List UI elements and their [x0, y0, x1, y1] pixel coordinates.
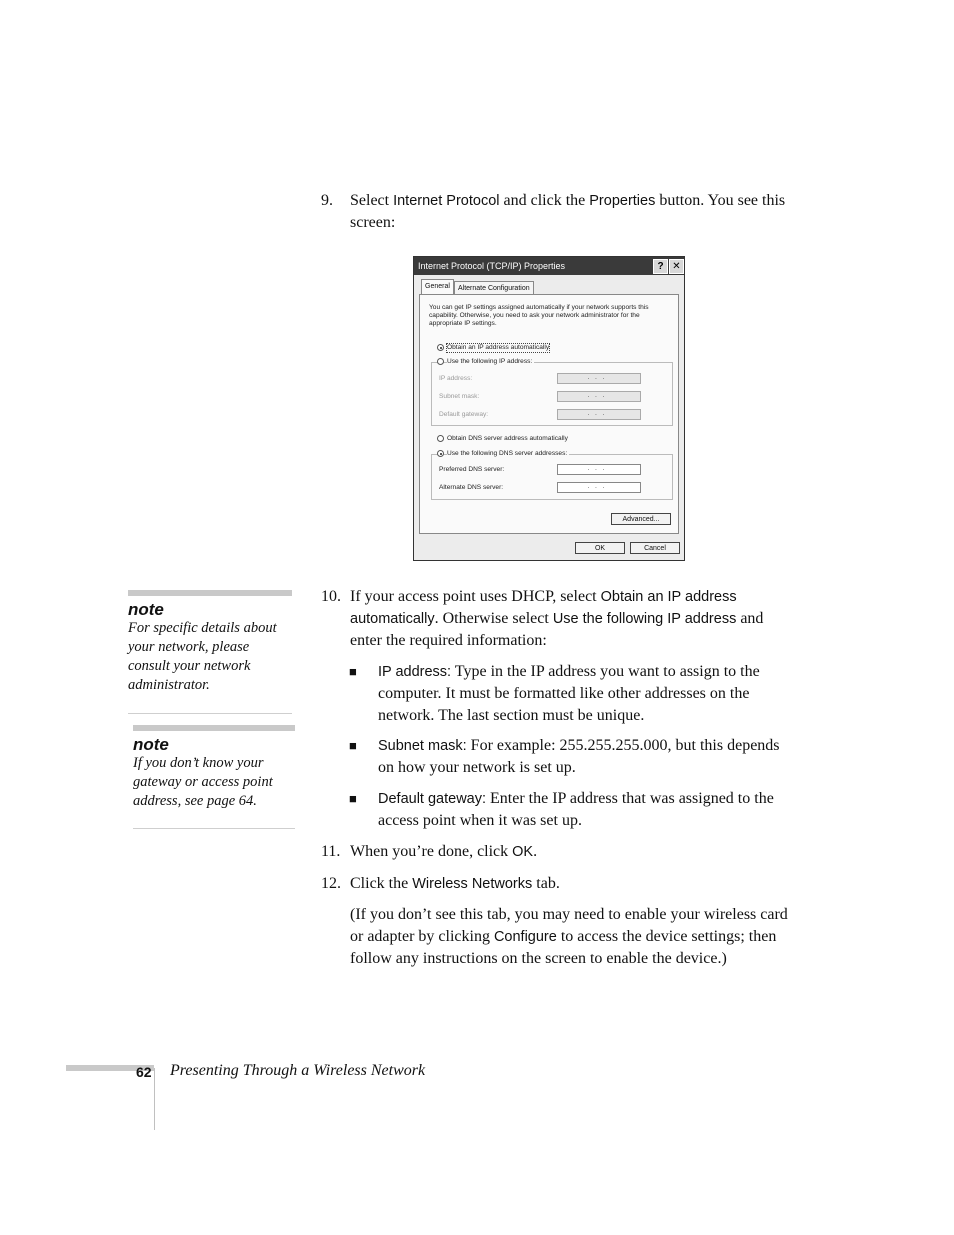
note-text: If you don’t know your gateway or access point address, see page 64.: [133, 755, 273, 809]
close-icon[interactable]: ✕: [669, 259, 684, 274]
text: If your access point uses DHCP, select: [350, 588, 601, 605]
bullet-text: [378, 661, 789, 727]
text: Enter the IP address that was assigned to the access point when it was set up.: [378, 790, 774, 829]
note-text: For specific details about your network, please consult your network administrator.: [128, 620, 277, 693]
note-bar: [133, 725, 295, 731]
keyword: Properties: [589, 193, 656, 209]
keyword: IP address:: [378, 664, 452, 680]
preferred-dns-field[interactable]: ...: [557, 464, 641, 475]
text: tab.: [532, 875, 560, 892]
text: button. You see this screen:: [350, 192, 786, 231]
keyword: Use the following IP address: [552, 611, 737, 627]
note-bar: [128, 590, 292, 596]
cancel-button[interactable]: Cancel: [630, 542, 680, 554]
use-ip-label: Use the following IP address:: [447, 358, 533, 365]
text: Select: [350, 192, 394, 209]
step-number: 9.: [321, 192, 333, 209]
default-gateway-label: Default gateway:: [439, 411, 489, 418]
intro-text: You can get IP settings assigned automatically if your network supports this capability. Otherwise, you need to ask your network administrator for the appropriate IP settings.: [429, 304, 649, 327]
step-number: 11.: [321, 843, 341, 860]
use-ip-radio[interactable]: [437, 358, 444, 365]
ok-button[interactable]: OK: [575, 542, 625, 554]
keyword: Configure: [493, 929, 557, 945]
subnet-mask-field[interactable]: ...: [557, 391, 641, 402]
dns-group: [431, 454, 673, 500]
note-rule: [128, 713, 292, 714]
bullet-icon: ■: [349, 738, 357, 753]
bullet-icon: ■: [349, 664, 357, 679]
default-gateway-field[interactable]: ...: [557, 409, 641, 420]
general-panel: [419, 294, 679, 534]
text: and enter the required information:: [350, 610, 764, 649]
text: .: [533, 843, 538, 860]
footer-divider: [154, 1068, 155, 1130]
dialog-title: Internet Protocol (TCP/IP) Properties: [418, 261, 566, 271]
note-1: [128, 590, 292, 714]
note-rule: [133, 828, 295, 829]
text: and click the: [499, 192, 590, 209]
tab-alternate-configuration[interactable]: Alternate Configuration: [454, 281, 534, 295]
step-text: [350, 190, 791, 234]
keyword: OK: [512, 844, 534, 860]
keyword: Default gateway:: [378, 791, 487, 807]
step-number: 12.: [321, 875, 341, 892]
text: For example: 255.255.255.000, but this depends on how your network is set up.: [378, 737, 780, 776]
text: . Otherwise select: [434, 610, 553, 627]
ip-address-field[interactable]: ...: [557, 373, 641, 384]
bullet-text: [378, 788, 789, 832]
tcpip-properties-dialog: [413, 256, 685, 561]
obtain-ip-radio[interactable]: [437, 344, 444, 351]
use-dns-label: Use the following DNS server addresses:: [447, 450, 568, 457]
step-text: [350, 873, 791, 895]
bullet-icon: ■: [349, 791, 357, 806]
dialog-title-bar: [414, 257, 684, 275]
step-number: 10.: [321, 588, 341, 605]
obtain-dns-label: Obtain DNS server address automatically: [447, 435, 568, 442]
text: to access the device settings; then follow any instructions on the screen to enable the device.): [350, 928, 777, 967]
advanced-button[interactable]: Advanced...: [611, 513, 671, 525]
keyword: Internet Protocol: [393, 193, 500, 209]
subnet-mask-label: Subnet mask:: [439, 393, 480, 400]
text: (If you don’t see this tab, you may need to enable your wireless card or adapter by clicking: [350, 906, 788, 945]
step-text: [350, 586, 791, 652]
step-text: [350, 841, 791, 863]
ip-address-label: IP address:: [439, 375, 473, 382]
alternate-dns-label: Alternate DNS server:: [439, 484, 504, 491]
text: When you’re done, click: [350, 843, 513, 860]
note-2: [133, 725, 295, 829]
obtain-ip-label: Obtain an IP address automatically: [447, 344, 550, 351]
keyword: Wireless Networks: [412, 876, 533, 892]
note-title: note: [133, 735, 169, 754]
footer-title: Presenting Through a Wireless Network: [170, 1062, 426, 1079]
keyword: Subnet mask:: [378, 738, 467, 754]
keyword: Obtain an IP address automatically: [350, 589, 737, 627]
alternate-dns-field[interactable]: ...: [557, 482, 641, 493]
use-dns-radio[interactable]: [437, 450, 444, 457]
tab-general[interactable]: General: [421, 279, 454, 295]
page-number: 62: [136, 1064, 152, 1080]
preferred-dns-label: Preferred DNS server:: [439, 466, 505, 473]
help-button[interactable]: ?: [653, 259, 668, 274]
paragraph-text: [350, 904, 803, 970]
note-title: note: [128, 600, 164, 619]
text: Type in the IP address you want to assign to the computer. It must be formatted like other addresses on the network. The last section must be unique.: [378, 663, 760, 724]
obtain-dns-radio[interactable]: [437, 435, 444, 442]
text: Click the: [350, 875, 413, 892]
bullet-text: [378, 735, 789, 779]
